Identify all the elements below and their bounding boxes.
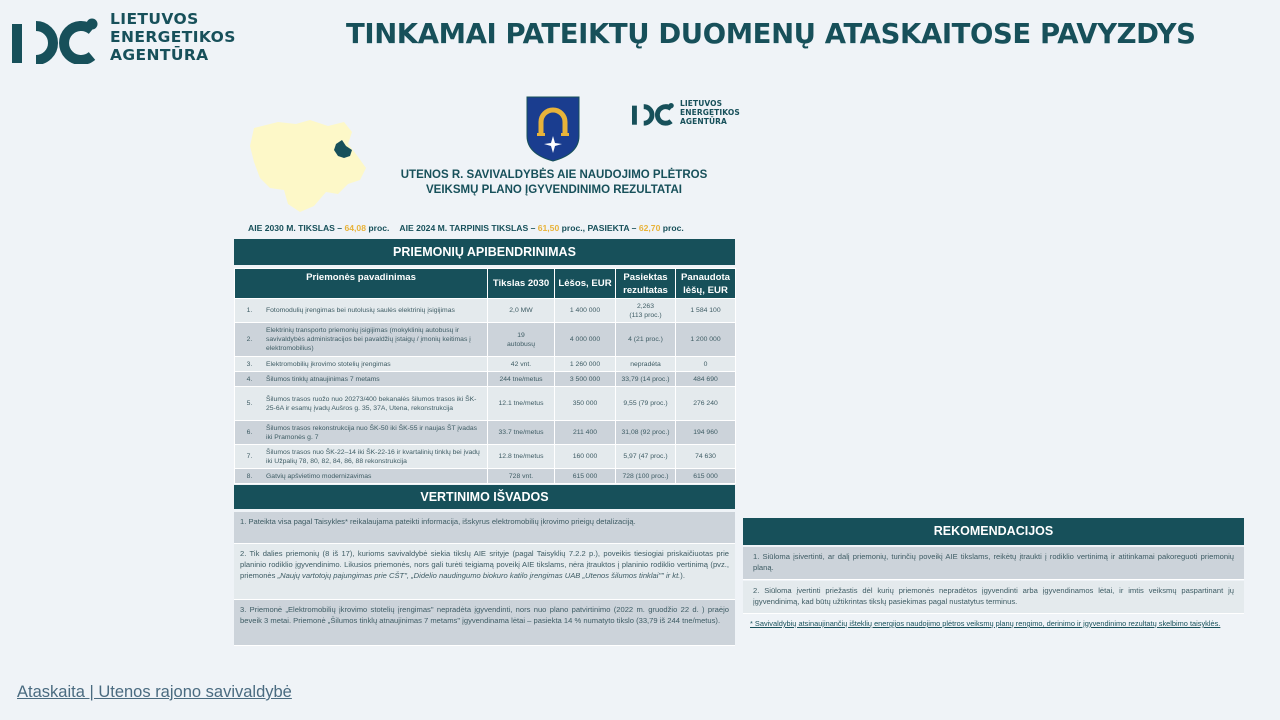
measure-name: Šilumos trasos nuo ŠK-22–14 iki ŠK-22-16 ir kvartalinių tinklų bei įvadų iki Užpalių 78, 80, 82, 84, 86, 88 rekonstrukcija — [266, 448, 480, 465]
measure-funds-cell: 350 000 — [555, 387, 616, 421]
measure-name: Fotomodulių įrengimas bei nutolusių saulės elektrinių įsigijimas — [266, 307, 455, 314]
table-row — [235, 387, 736, 421]
small-logo-line-2: ENERGETIKOS — [680, 107, 740, 117]
measure-index: 5. — [246, 400, 253, 407]
small-logo-line-1: LIETUVOS — [680, 98, 723, 108]
recommendations-band: REKOMENDACIJOS — [743, 518, 1244, 545]
measure-target-cell: 2,0 MW — [488, 299, 555, 323]
table-row — [235, 323, 736, 357]
measure-name: Gatvių apšvietimo modernizavimas — [266, 472, 372, 480]
measure-funds-cell: 160 000 — [555, 445, 616, 469]
measure-name: Elektromobilių įkrovimo stotelių įrengimas — [266, 360, 391, 368]
measure-used-cell: 1 200 000 — [676, 323, 736, 357]
conclusions-band: VERTINIMO IŠVADOS — [234, 485, 735, 509]
goal-2030-label: AIE 2030 M. TIKSLAS – — [248, 223, 345, 233]
col-header-name: Priemonės pavadinimas — [235, 269, 488, 299]
measure-result-cell: 33,79 (14 proc.) — [616, 372, 676, 387]
measure-name-cell — [235, 469, 488, 484]
conclusion-2-end: ). — [680, 571, 685, 580]
measure-index: 4. — [246, 375, 253, 383]
measure-target-cell: 728 vnt. — [488, 469, 555, 484]
recommendation-item-2: 2. Siūloma įvertinti priežastis dėl kurių priemonės nepradėtos įgyvendinti arba įgyvendinamos lėtai, ir imtis veiksmų paspartinant jų įgyvendinimą, kad būtų užtikrintas tikslų pasiekimas pagal nustatytus terminus. — [743, 581, 1244, 614]
logo-line-2: ENERGETIKOS — [110, 28, 236, 46]
table-row — [235, 357, 736, 372]
measure-used-cell: 74 630 — [676, 445, 736, 469]
table-row — [235, 469, 736, 484]
page-title: TINKAMAI PATEIKTŲ DUOMENŲ ATASKAITOSE PAVYZDYS — [346, 18, 1196, 50]
col-header-target: Tikslas 2030 — [488, 269, 555, 299]
agency-logo-small — [632, 98, 740, 126]
measures-table — [234, 268, 736, 484]
goal-2030-value: 64,08 — [344, 223, 366, 233]
measures-band: PRIEMONIŲ APIBENDRINIMAS — [234, 239, 735, 265]
achieved-value: 62,70 — [638, 223, 661, 233]
conclusion-2-italic: „Naujų vartotojų pajungimas prie CŠT", „Didelio naudingumo biokuro katilo įrengimas UAB „Utenos šilumos tinklai"" ir kt. — [277, 571, 681, 580]
col-header-used: Panaudota lėšų, EUR — [676, 269, 736, 299]
measure-name: Šilumos trasos rekonstrukcija nuo ŠK-50 iki ŠK-55 ir naujas ŠT įvadas iki Pramonės g. 7 — [266, 424, 478, 441]
conclusion-2-text: 2. Tik dalies priemonių (8 iš 17), kurioms savivaldybė siekia tikslų AIE srityje (pagal Taisyklių 7.2.2 p.), poveikis tiesiogiai priskaičiuotas prie planinio rodiklio įgyvendinimo. Likusios priemonės, nors gali turėti teigiamą poveikį AIE tikslams, nėra įtrauktos į planinio rodiklio vertinimą (pvz., priemonės — [240, 549, 729, 580]
measure-result-cell: 2,263 (113 proc.) — [616, 299, 676, 323]
measure-used-cell: 615 000 — [676, 469, 736, 484]
measure-funds-cell: 1 260 000 — [555, 357, 616, 372]
table-header-row — [235, 269, 736, 299]
measure-result-cell: 728 (100 proc.) — [616, 469, 676, 484]
measure-funds-cell: 4 000 000 — [555, 323, 616, 357]
targets-summary — [248, 223, 684, 233]
measure-index: 6. — [246, 429, 253, 436]
measure-name-cell — [235, 299, 488, 323]
measure-index: 8. — [246, 472, 253, 480]
measure-used-cell: 276 240 — [676, 387, 736, 421]
agency-logo-icon — [12, 10, 100, 64]
report-subtitle-line-1: UTENOS R. SAVIVALDYBĖS AIE NAUDOJIMO PLĖTROS — [400, 169, 708, 181]
measure-name-cell — [235, 445, 488, 469]
table-row — [235, 299, 736, 323]
interim-2024-unit: proc., — [559, 223, 588, 233]
achieved-label: PASIEKTA – — [587, 223, 639, 233]
table-row — [235, 372, 736, 387]
measure-used-cell: 0 — [676, 357, 736, 372]
col-header-funds: Lėšos, EUR — [555, 269, 616, 299]
conclusion-item-2 — [234, 544, 735, 600]
measure-funds-cell: 1 400 000 — [555, 299, 616, 323]
logo-line-1: LIETUVOS — [110, 10, 199, 28]
measure-result-cell: 4 (21 proc.) — [616, 323, 676, 357]
lithuania-map-icon — [248, 118, 370, 214]
measure-index: 2. — [246, 336, 253, 343]
measure-index: 7. — [246, 453, 253, 460]
goal-2030-unit: proc. — [366, 223, 390, 233]
logo-line-3: AGENTŪRA — [110, 46, 209, 64]
measure-name-cell — [235, 387, 488, 421]
measure-target-cell: 33.7 tne/metus — [488, 421, 555, 445]
measure-name: Šilumos trasos ruožo nuo 20273/400 bekanalės šilumos trasos iki ŠK-25-6A ir esamų įvadų Aušros g. 35, 37A, Utena, rekonstrukcija — [266, 395, 477, 412]
measure-name: Elektrinių transporto priemonių įsigijimas (mokyklinių autobusų ir savivaldybės administracijos bei pavaldžių įstaigų / įmonių keitimas į elektromobilius) — [266, 327, 471, 352]
measure-target-cell: 12.1 tne/metus — [488, 387, 555, 421]
measure-name-cell — [235, 421, 488, 445]
coat-of-arms-icon — [526, 96, 580, 162]
report-subtitle — [372, 168, 736, 198]
conclusion-item-3: 3. Priemonė „Elektromobilių įkrovimo stotelių įrengimas" nepradėta įgyvendinti, nors nuo plano patvirtinimo (2022 m. gruodžio 22 d. ) praėjo beveik 3 metai. Priemonė „Šilumos tinklų atnaujinimas 7 metams" įgyvendinama lėtai – pasiekta 14 % numatyto tikslo (33,79 iš 244 tne/metus). — [234, 600, 735, 646]
measure-funds-cell: 615 000 — [555, 469, 616, 484]
achieved-unit: proc. — [660, 223, 684, 233]
measure-used-cell: 484 690 — [676, 372, 736, 387]
interim-2024-label: AIE 2024 M. TARPINIS TIKSLAS – — [399, 223, 538, 233]
rules-footnote-link[interactable]: * Savivaldybių atsinaujinančių išteklių energijos naudojimo plėtros veiksmų planų rengimo, derinimo ir įgyvendinimo rezultatų skelbimo taisyklės. — [750, 619, 1221, 628]
col-header-result: Pasiektas rezultatas — [616, 269, 676, 299]
small-logo-line-3: AGENTŪRA — [680, 116, 727, 126]
measure-target-cell: 19 autobusų — [488, 323, 555, 357]
measure-result-cell: 9,55 (79 proc.) — [616, 387, 676, 421]
agency-logo — [12, 10, 236, 64]
measure-result-cell: nepradėta — [616, 357, 676, 372]
measure-target-cell: 12.8 tne/metus — [488, 445, 555, 469]
conclusion-item-1: 1. Pateikta visa pagal Taisykles* reikalaujama pateikti informacija, išskyrus elektromobilių įkrovimo prieigų detalizaciją. — [234, 512, 735, 544]
measure-used-cell: 1 584 100 — [676, 299, 736, 323]
measure-target-cell: 244 tne/metus — [488, 372, 555, 387]
recommendation-item-1: 1. Siūloma įsivertinti, ar dalį priemonių, turinčių poveikį AIE tikslams, reikėtų įtraukti į rodiklio vertinimą ir atitinkamai pakoreguoti priemonių planą. — [743, 547, 1244, 580]
measure-name-cell — [235, 323, 488, 357]
measure-index: 3. — [246, 360, 253, 368]
table-row — [235, 445, 736, 469]
measure-name: Šilumos tinklų atnaujinimas 7 metams — [266, 375, 380, 383]
measure-index: 1. — [246, 307, 253, 314]
measure-result-cell: 5,97 (47 proc.) — [616, 445, 676, 469]
report-subtitle-line-2: VEIKSMŲ PLANO ĮGYVENDINIMO REZULTATAI — [426, 184, 682, 196]
measure-name-cell — [235, 357, 488, 372]
measure-target-cell: 42 vnt. — [488, 357, 555, 372]
agency-logo-small-icon — [632, 98, 675, 126]
measure-result-cell: 31,08 (92 proc.) — [616, 421, 676, 445]
report-footer-link[interactable]: Ataskaita | Utenos rajono savivaldybė — [17, 683, 292, 701]
measure-funds-cell: 3 500 000 — [555, 372, 616, 387]
measure-funds-cell: 211 400 — [555, 421, 616, 445]
measure-name-cell — [235, 372, 488, 387]
measure-used-cell: 194 960 — [676, 421, 736, 445]
interim-2024-value: 61,50 — [537, 223, 560, 233]
table-row — [235, 421, 736, 445]
